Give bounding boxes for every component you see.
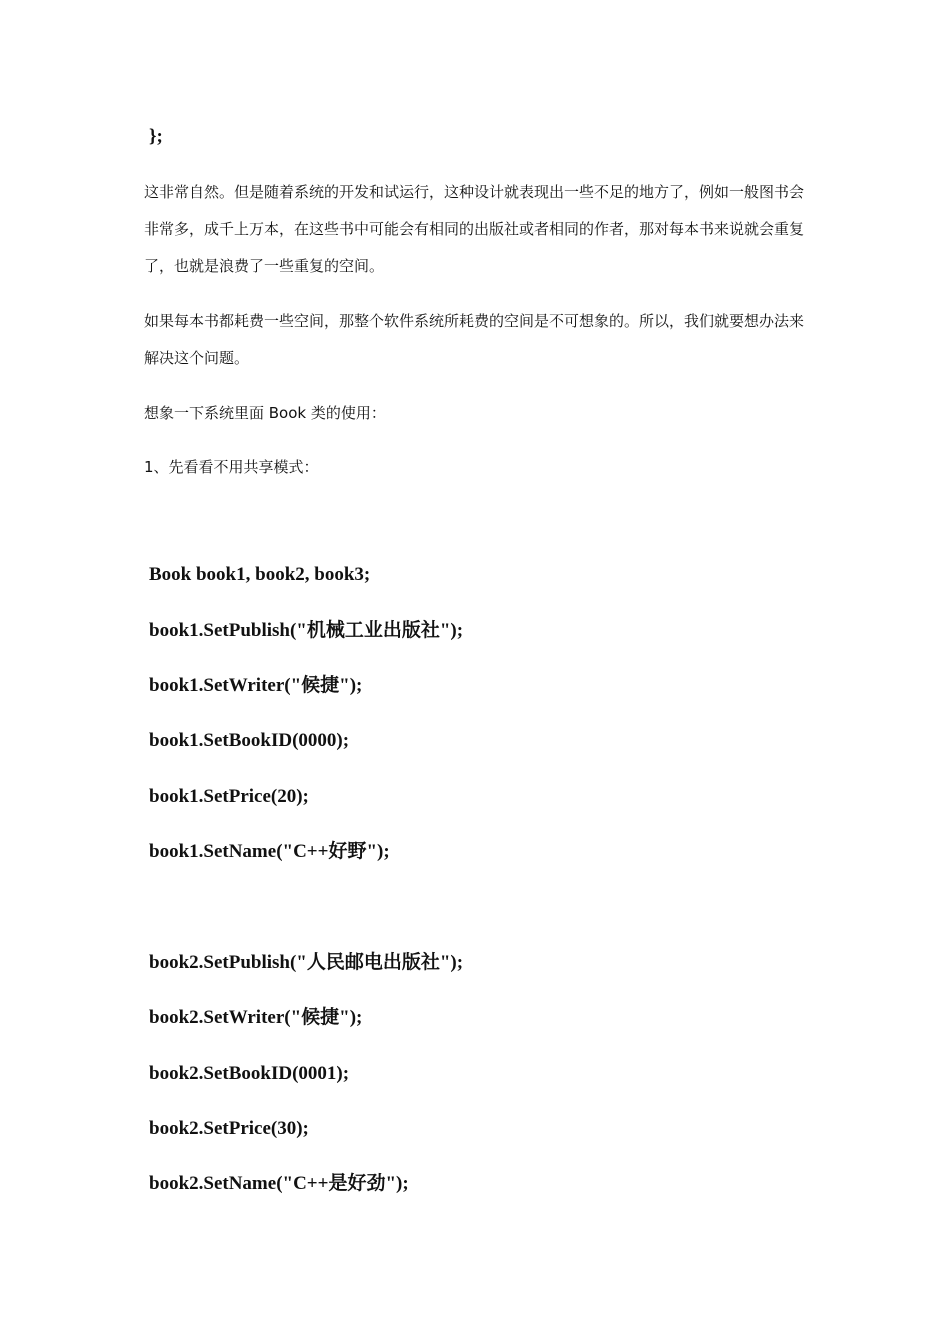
code-line: book2.SetBookID(0001); <box>149 1063 350 1084</box>
closing-brace: }; <box>149 126 163 147</box>
code-line: Book book1, book2, book3; <box>149 564 371 585</box>
code-line: book2.SetWriter("候捷"); <box>149 1007 363 1028</box>
code-line: book1.SetName("C++好野"); <box>149 841 390 862</box>
code-line: book2.SetPublish("人民邮电出版社"); <box>149 952 464 973</box>
code-line: book2.SetPrice(30); <box>149 1118 309 1139</box>
paragraph-no-sharing: 1、先看看不用共享模式： <box>144 458 319 476</box>
paragraph-book-usage: 想象一下系统里面 Book 类的使用： <box>144 404 386 422</box>
paragraph-space-cost: 如果每本书都耗费一些空间，那整个软件系统所耗费的空间是不可想象的。所以，我们就要想办法来解决这个问题。 <box>144 312 805 367</box>
code-line: book1.SetPrice(20); <box>149 786 309 807</box>
paragraph-design-issue: 这非常自然。但是随着系统的开发和试运行，这种设计就表现出一些不足的地方了，例如一般图书会非常多，成千上万本，在这些书中可能会有相同的出版社或者相同的作者，那对每本书来说就会重复了，也就是浪费了一些重复的空间。 <box>144 183 805 275</box>
code-line: book1.SetWriter("候捷"); <box>149 675 363 696</box>
code-line: book1.SetBookID(0000); <box>149 730 350 751</box>
code-line: book1.SetPublish("机械工业出版社"); <box>149 620 464 641</box>
code-line: book2.SetName("C++是好劲"); <box>149 1173 409 1194</box>
